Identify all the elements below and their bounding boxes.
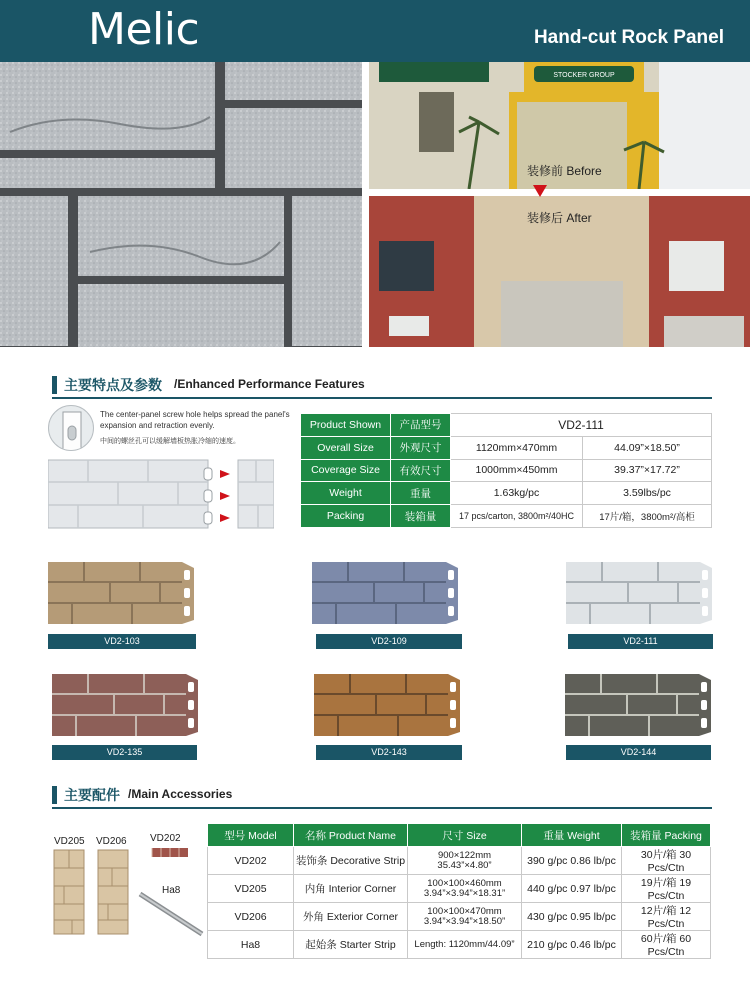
features-heading-cn: 主要特点及参数 (64, 378, 162, 394)
table-row (208, 847, 711, 875)
spec-label-en: Weight (301, 482, 391, 505)
spec-table (300, 413, 712, 528)
before-label: 装修前 Before (527, 164, 602, 178)
cell-name: 装饰条 Decorative Strip (294, 847, 408, 875)
col-header-size: 尺寸 Size (408, 824, 522, 847)
cell-size-imperial: 3.94”×3.94”×18.31” (423, 887, 506, 899)
heading-bar (52, 786, 57, 804)
accessory-label-vd206: VD206 (96, 836, 127, 847)
product-swatch (312, 560, 460, 640)
spec-row (301, 414, 712, 437)
spec-label-cn: 重量 (391, 482, 451, 505)
cell-weight: 440 g/pc 0.97 lb/pc (522, 875, 622, 903)
features-heading (52, 374, 712, 396)
spec-metric: 1.63kg/pc (451, 482, 583, 505)
brand-title: Melic (88, 4, 200, 55)
cell-packing: 30片/箱 30 Pcs/Ctn (622, 847, 711, 875)
cell-name: 外角 Exterior Corner (294, 903, 408, 931)
col-header-packing: 装箱量 Packing (622, 824, 711, 847)
cell-size (408, 903, 522, 931)
spec-row (301, 436, 712, 459)
product-code-label: VD2-144 (566, 745, 711, 760)
spec-value: VD2-111 (451, 414, 712, 437)
accessory-label-vd205: VD205 (54, 836, 85, 847)
accessories-heading-en: /Main Accessories (128, 787, 233, 801)
cell-model: VD205 (208, 875, 294, 903)
spec-imperial: 44.09”×18.50” (583, 436, 712, 459)
product-swatch (565, 672, 713, 752)
heading-underline (52, 807, 712, 809)
spec-metric: 1000mm×450mm (451, 459, 583, 482)
panel-diagram (48, 458, 274, 530)
spec-label-cn: 装箱量 (391, 505, 451, 528)
accessories-table (207, 823, 711, 959)
spec-label-en: Overall Size (301, 436, 391, 459)
spec-imperial: 39.37”×17.72” (583, 459, 712, 482)
product-code-label: VD2-111 (568, 634, 713, 649)
product-swatch (48, 560, 196, 640)
cell-size (408, 875, 522, 903)
cell-size-metric: 100×100×460mm (427, 877, 502, 889)
screw-hole-note-en: The center-panel screw hole helps spread the panel's expansion and retraction evenly. (100, 410, 290, 430)
down-arrow-icon (533, 185, 547, 197)
stone-closeup-photo (0, 62, 362, 347)
building-sign: STOCKER GROUP (553, 72, 615, 79)
accessory-label-vd202: VD202 (150, 833, 181, 844)
spec-label-en: Product Shown (301, 414, 391, 437)
product-code-label: VD2-143 (316, 745, 462, 760)
cell-weight: 390 g/pc 0.86 lb/pc (522, 847, 622, 875)
heading-bar (52, 376, 57, 394)
cell-packing: 12片/箱 12 Pcs/Ctn (622, 903, 711, 931)
spec-label-cn: 产品型号 (391, 414, 451, 437)
screw-hole-closeup (48, 405, 94, 451)
cell-size-metric: 100×100×470mm (427, 905, 502, 917)
accessory-images (52, 848, 207, 938)
product-line-title: Hand-cut Rock Panel (533, 27, 724, 48)
product-code-label: VD2-103 (48, 634, 196, 649)
spec-label-cn: 有效尺寸 (391, 459, 451, 482)
cell-size: Length: 1120mm/44.09” (408, 931, 522, 959)
spec-metric: 1120mm×470mm (451, 436, 583, 459)
cell-size-metric: 900×122mm (437, 849, 492, 861)
accessories-heading-cn: 主要配件 (64, 788, 120, 804)
spec-label-en: Coverage Size (301, 459, 391, 482)
table-row (208, 931, 711, 959)
cell-packing: 19片/箱 19 Pcs/Ctn (622, 875, 711, 903)
col-header-weight: 重量 Weight (522, 824, 622, 847)
cell-name: 内角 Interior Corner (294, 875, 408, 903)
features-heading-en: /Enhanced Performance Features (174, 377, 365, 391)
product-swatch (314, 672, 462, 752)
spec-label-cn: 外观尺寸 (391, 436, 451, 459)
cell-model: VD202 (208, 847, 294, 875)
heading-underline (52, 397, 712, 399)
table-row (208, 875, 711, 903)
spec-imperial: 17片/箱，3800m²/高柜 (583, 505, 712, 528)
cell-model: Ha8 (208, 931, 294, 959)
spec-imperial: 3.59lbs/pc (583, 482, 712, 505)
col-header-model: 型号 Model (208, 824, 294, 847)
cell-name: 起始条 Starter Strip (294, 931, 408, 959)
accessories-header-row (208, 824, 711, 847)
cell-weight: 210 g/pc 0.46 lb/pc (522, 931, 622, 959)
page-header (0, 0, 750, 62)
accessories-heading (52, 784, 712, 806)
spec-row (301, 505, 712, 528)
cell-model: VD206 (208, 903, 294, 931)
spec-metric: 17 pcs/carton, 3800m²/40HC (451, 505, 583, 528)
spec-label-en: Packing (301, 505, 391, 528)
spec-row (301, 459, 712, 482)
cell-size-imperial: 35.43”×4.80” (437, 859, 492, 871)
product-swatch (52, 672, 200, 752)
table-row (208, 903, 711, 931)
product-code-label: VD2-135 (52, 745, 197, 760)
product-code-label: VD2-109 (316, 634, 462, 649)
after-label: 装修后 After (527, 211, 592, 225)
cell-size (408, 847, 522, 875)
product-swatch (566, 560, 714, 640)
cell-weight: 430 g/pc 0.95 lb/pc (522, 903, 622, 931)
screw-hole-note-cn: 中间的螺丝孔可以缓解墙板热胀冷缩的速度。 (100, 437, 240, 445)
cell-packing: 60片/箱 60 Pcs/Ctn (622, 931, 711, 959)
spec-row (301, 482, 712, 505)
col-header-name: 名称 Product Name (294, 824, 408, 847)
cell-size-imperial: 3.94”×3.94”×18.50” (423, 915, 506, 927)
accessory-label-ha8: Ha8 (162, 885, 181, 896)
